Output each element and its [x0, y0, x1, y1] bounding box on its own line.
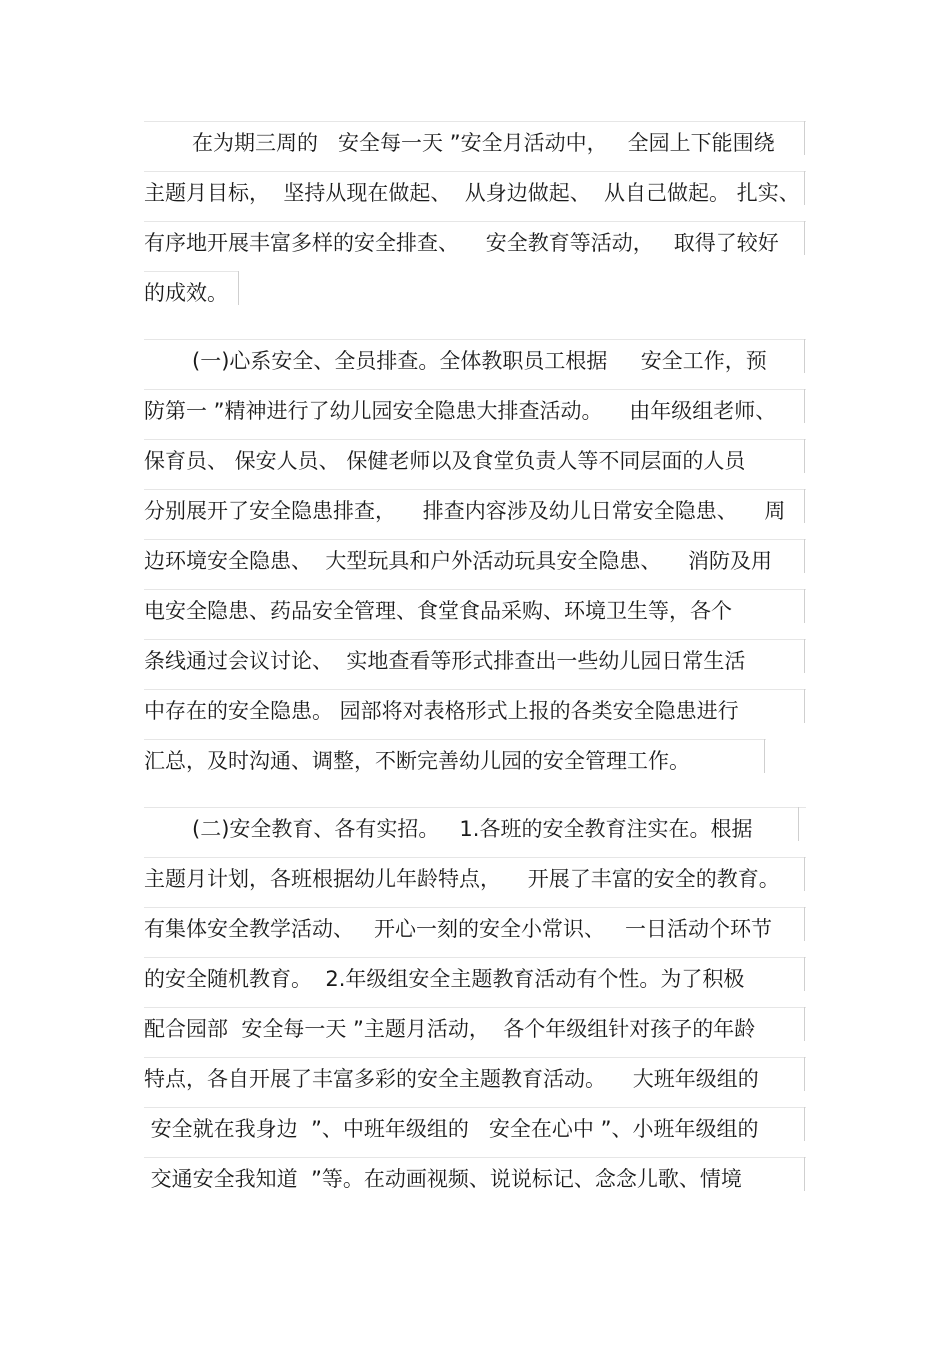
line-text: 防第一 ”精神进行了幼儿园安全隐患大排查活动。 由年级组老师、 [144, 399, 777, 423]
line-text: (二)安全教育、各有实招。 1.各班的安全教育注实在。根据 [192, 817, 753, 841]
line-text: 交通安全我知道 ”等。在动画视频、说说标记、念念儿歌、情境 [144, 1167, 742, 1191]
line-text: (一)心系安全、全员排查。全体教职员工根据 安全工作，预 [192, 349, 767, 373]
line-text: 电安全隐患、药品安全管理、食堂食品采购、环境卫生等，各个 [144, 599, 732, 623]
line-text: 边环境安全隐患、 大型玩具和户外活动玩具安全隐患、 消防及用 [144, 549, 773, 573]
line-text: 保育员、 保安人员、 保健老师以及食堂负责人等不同层面的人员 [144, 449, 746, 473]
line-text: 特点，各自开展了丰富多彩的安全主题教育活动。 大班年级组的 [144, 1067, 759, 1091]
line-text: 的安全随机教育。 2.年级组安全主题教育活动有个性。为了积极 [144, 967, 745, 991]
text-line [144, 228, 806, 278]
line-text: 汇总，及时沟通、调整，不断完善幼儿园的安全管理工作。 [144, 749, 690, 773]
text-line [144, 278, 806, 328]
paragraph-3 [144, 814, 806, 1214]
line-text: 主题月计划，各班根据幼儿年龄特点， 开展了丰富的安全的教育。 [144, 867, 780, 891]
line-text: 配合园部 安全每一天 ”主题月活动， 各个年级组针对孩子的年龄 [144, 1017, 756, 1041]
line-text: 有序地开展丰富多样的安全排查、 安全教育等活动， 取得了较好 [144, 231, 779, 255]
line-text: 条线通过会议讨论、 实地查看等形式排查出一些幼儿园日常生活 [144, 649, 746, 673]
text-line [144, 1164, 806, 1214]
paragraph-2 [144, 346, 806, 796]
text-line [144, 746, 806, 796]
line-text: 主题月目标， 坚持从现在做起、 从身边做起、 从自己做起。 扎实、 [144, 181, 800, 205]
line-text: 在为期三周的 安全每一天 ”安全月活动中， 全园上下能围绕 [192, 131, 775, 155]
line-text: 有集体安全教学活动、 开心一刻的安全小常识、 一日活动个环节 [144, 917, 773, 941]
line-text: 安全就在我身边 ”、中班年级组的 安全在心中 ”、小班年级组的 [144, 1117, 759, 1141]
line-text: 的成效。 [144, 281, 228, 305]
line-text: 中存在的安全隐患。 园部将对表格形式上报的各类安全隐患进行 [144, 699, 739, 723]
paragraph-1 [144, 128, 806, 328]
line-text: 分别展开了安全隐患排查， 排查内容涉及幼儿日常安全隐患、 周 [144, 499, 786, 523]
